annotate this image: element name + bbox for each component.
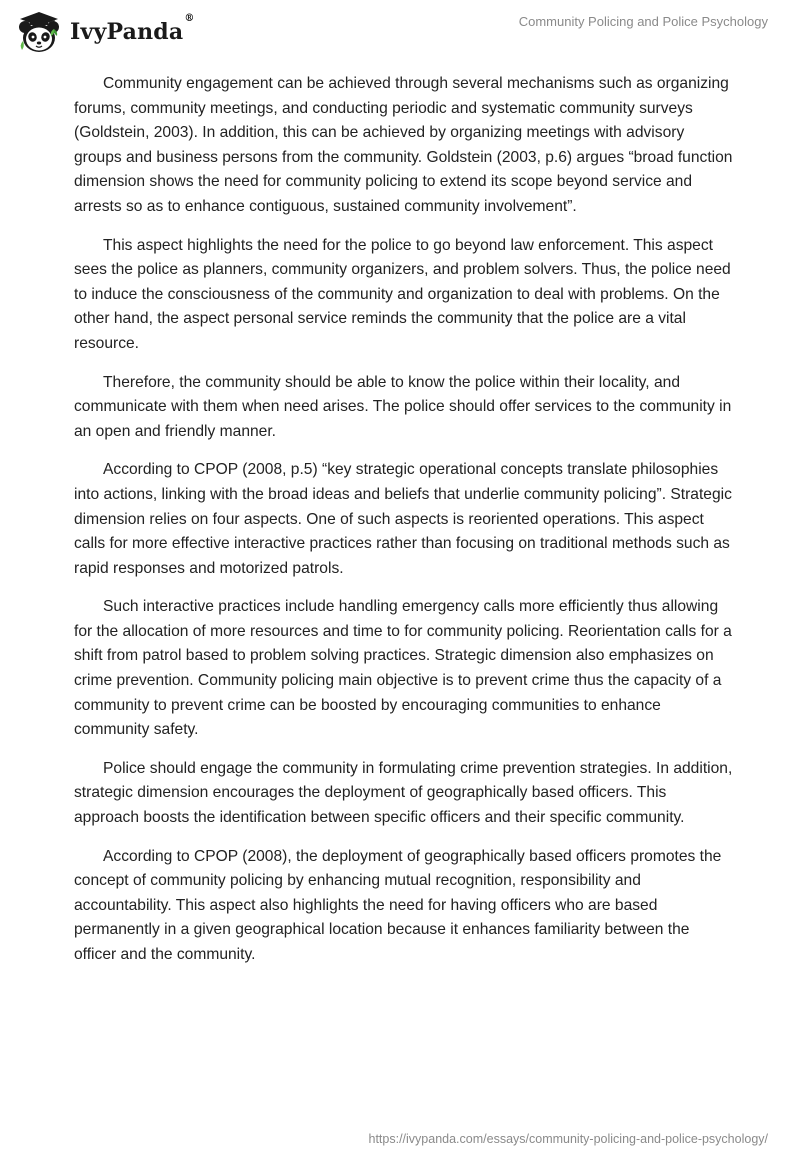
- paragraph: This aspect highlights the need for the police to go beyond law enforcement. This aspect sees the police as planners, community organizers, and problem solvers. Thus, the police need to induce the consciousness of the community and organization to deal with problems. On the other hand, the aspect personal service reminds the community that the police are a vital resource.: [74, 236, 731, 352]
- paragraph: According to CPOP (2008, p.5) “key strategic operational concepts translate philosophies into actions, linking with the broad ideas and beliefs that underlie community policing”. Strategic dimension relies on four aspects. One of such aspects is reoriented operations. This aspect calls for more effective interactive practices rather than focusing on traditional methods such as rapid responses and motorized patrols.: [74, 461, 732, 577]
- essay-body: [74, 72, 734, 982]
- paragraph: Police should engage the community in formulating crime prevention strategies. In addition, strategic dimension encourages the deployment of geographically based officers. This approach boosts the identification between specific officers and their specific community.: [74, 759, 733, 827]
- page-header: [0, 0, 800, 60]
- brand-logo[interactable]: [14, 9, 195, 55]
- paragraph: Community engagement can be achieved through several mechanisms such as organizing forums, community meetings, and conducting periodic and systematic community surveys (Goldstein, 2003). In addition, this can be achieved by organizing meetings with advisory groups and business persons from the community. Goldstein (2003, p.6) argues “broad function dimension shows the need for community policing to extend its scope beyond service and arrests so as to enhance contiguous, sustained community involvement”.: [74, 75, 733, 215]
- document-title: Community Policing and Police Psychology: [518, 14, 768, 29]
- paragraph: According to CPOP (2008), the deployment of geographically based officers promotes the concept of community policing by enhancing mutual recognition, responsibility and accountability. This aspect also highlights the need for having officers who are based permanently in a given geographical location because it enhances familiarity between the officer and the community.: [74, 847, 722, 963]
- brand-name: [70, 12, 195, 45]
- brand-name-text: IvyPanda: [70, 19, 184, 45]
- panda-graduate-icon: [14, 9, 64, 55]
- registered-mark: ®: [184, 12, 195, 24]
- source-url-link[interactable]: https://ivypanda.com/essays/community-policing-and-police-psychology/: [368, 1132, 768, 1146]
- paragraph: Therefore, the community should be able to know the police within their locality, and communicate with them when need arises. The police should offer services to the community in an open and friendly manner.: [74, 373, 732, 440]
- paragraph: Such interactive practices include handling emergency calls more efficiently thus allowing for the allocation of more resources and time to for community policing. Reorientation calls for a shift from patrol based to problem solving practices. Strategic dimension also emphasizes on crime prevention. Community policing main objective is to prevent crime thus the capacity of a community to prevent crime can be boosted by encouraging communities to enhance community safety.: [74, 598, 732, 739]
